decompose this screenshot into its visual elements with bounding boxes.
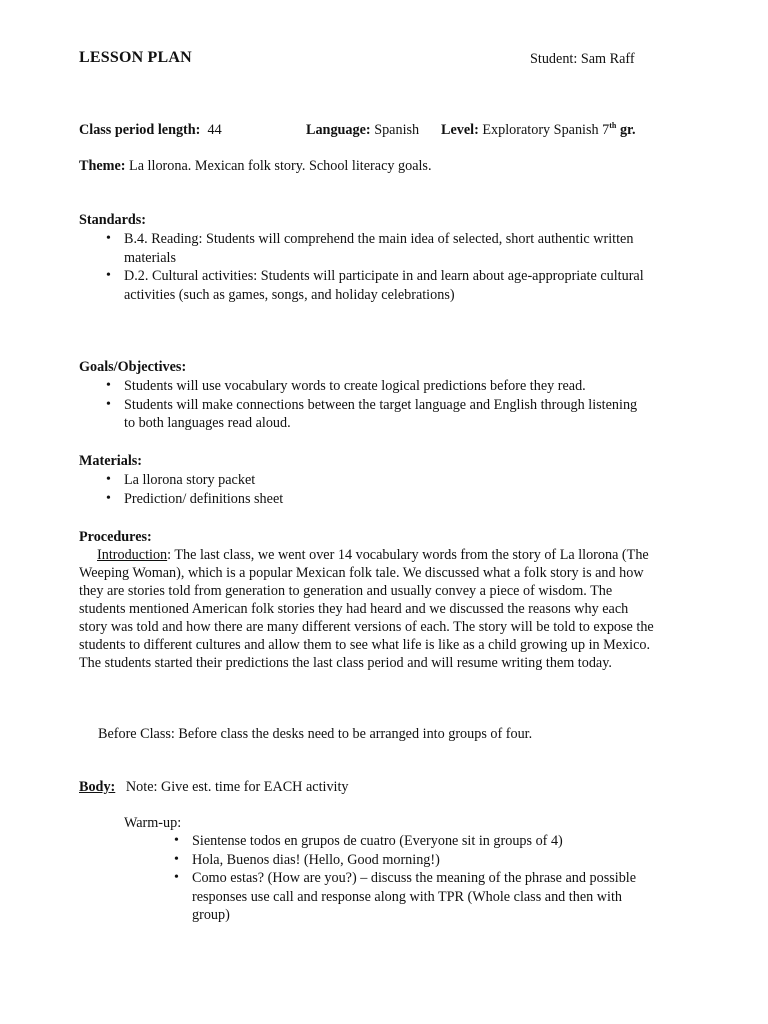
list-item: • D.2. Cultural activities: Students will participate in and learn about age-appropriate cultural activities (such as games, songs, and holiday celebrations) (104, 267, 644, 304)
theme-line (79, 157, 432, 176)
goals-list (104, 377, 644, 433)
materials-heading: Materials: (79, 453, 143, 469)
warmup-label: Warm-up: (124, 815, 182, 831)
introduction-label: Introduction (97, 547, 168, 563)
list-item: • Prediction/ definitions sheet (104, 490, 644, 509)
introduction-paragraph (79, 546, 659, 672)
introduction-text: : The last class, we went over 14 vocabulary words from the story of La llorona (The Weeping Woman), which is a popular Mexican folk tale. We discussed what a folk story is and how they are stories told from generation to generation and usually convey a piece of wisdom. The students mentioned American folk stories they had heard and we discussed the reasons why each story was told and how there are many different versions of each. The story will be told to expose the students to different cultures and allow them to see what life is like as a child growing up in Mexico. The students started their predictions the last class period and will resume writing them today. (79, 547, 654, 671)
before-class-text: Before Class: Before class the desks need to be arranged into groups of four. (98, 726, 533, 742)
period-field (79, 121, 222, 140)
language-field (306, 121, 419, 140)
body-note: Note: Give est. time for EACH activity (125, 779, 349, 795)
level-suffix: gr. (619, 122, 636, 138)
period-label: Class period length: (79, 122, 201, 138)
list-item: • Sientense todos en grupos de cuatro (Everyone sit in groups of 4) (172, 832, 652, 851)
list-item: • Como estas? (How are you?) – discuss the meaning of the phrase and possible responses use call and response along with TPR (Whole class and then with group) (172, 869, 652, 925)
list-item: • Hola, Buenos dias! (Hello, Good morning!) (172, 851, 652, 870)
standards-heading: Standards: (79, 212, 147, 228)
list-item: • Students will make connections between the target language and English through listening to both languages read aloud. (104, 396, 644, 433)
list-item: • B.4. Reading: Students will comprehend the main idea of selected, short authentic written materials (104, 230, 644, 267)
materials-list (104, 471, 644, 508)
page-title: LESSON PLAN (79, 49, 192, 66)
list-item: • Students will use vocabulary words to create logical predictions before they read. (104, 377, 644, 396)
student-line (530, 50, 635, 69)
body-line (79, 778, 349, 797)
level-sup: th (609, 121, 617, 130)
level-label: Level: (441, 122, 479, 138)
level-field (441, 121, 636, 140)
standards-list (104, 230, 644, 304)
period-value: 44 (207, 122, 222, 138)
level-value: Exploratory Spanish 7 (482, 122, 610, 138)
theme-label: Theme: (79, 158, 126, 174)
goals-heading: Goals/Objectives: (79, 359, 187, 375)
body-label: Body: (79, 779, 116, 795)
warmup-list (172, 832, 652, 925)
list-item: • La llorona story packet (104, 471, 644, 490)
theme-value: La llorona. Mexican folk story. School literacy goals. (129, 158, 432, 174)
procedures-heading: Procedures: (79, 529, 152, 545)
language-value: Spanish (374, 122, 420, 138)
student-name: Sam Raff (580, 51, 635, 67)
student-label: Student: (530, 51, 578, 67)
language-label: Language: (306, 122, 371, 138)
